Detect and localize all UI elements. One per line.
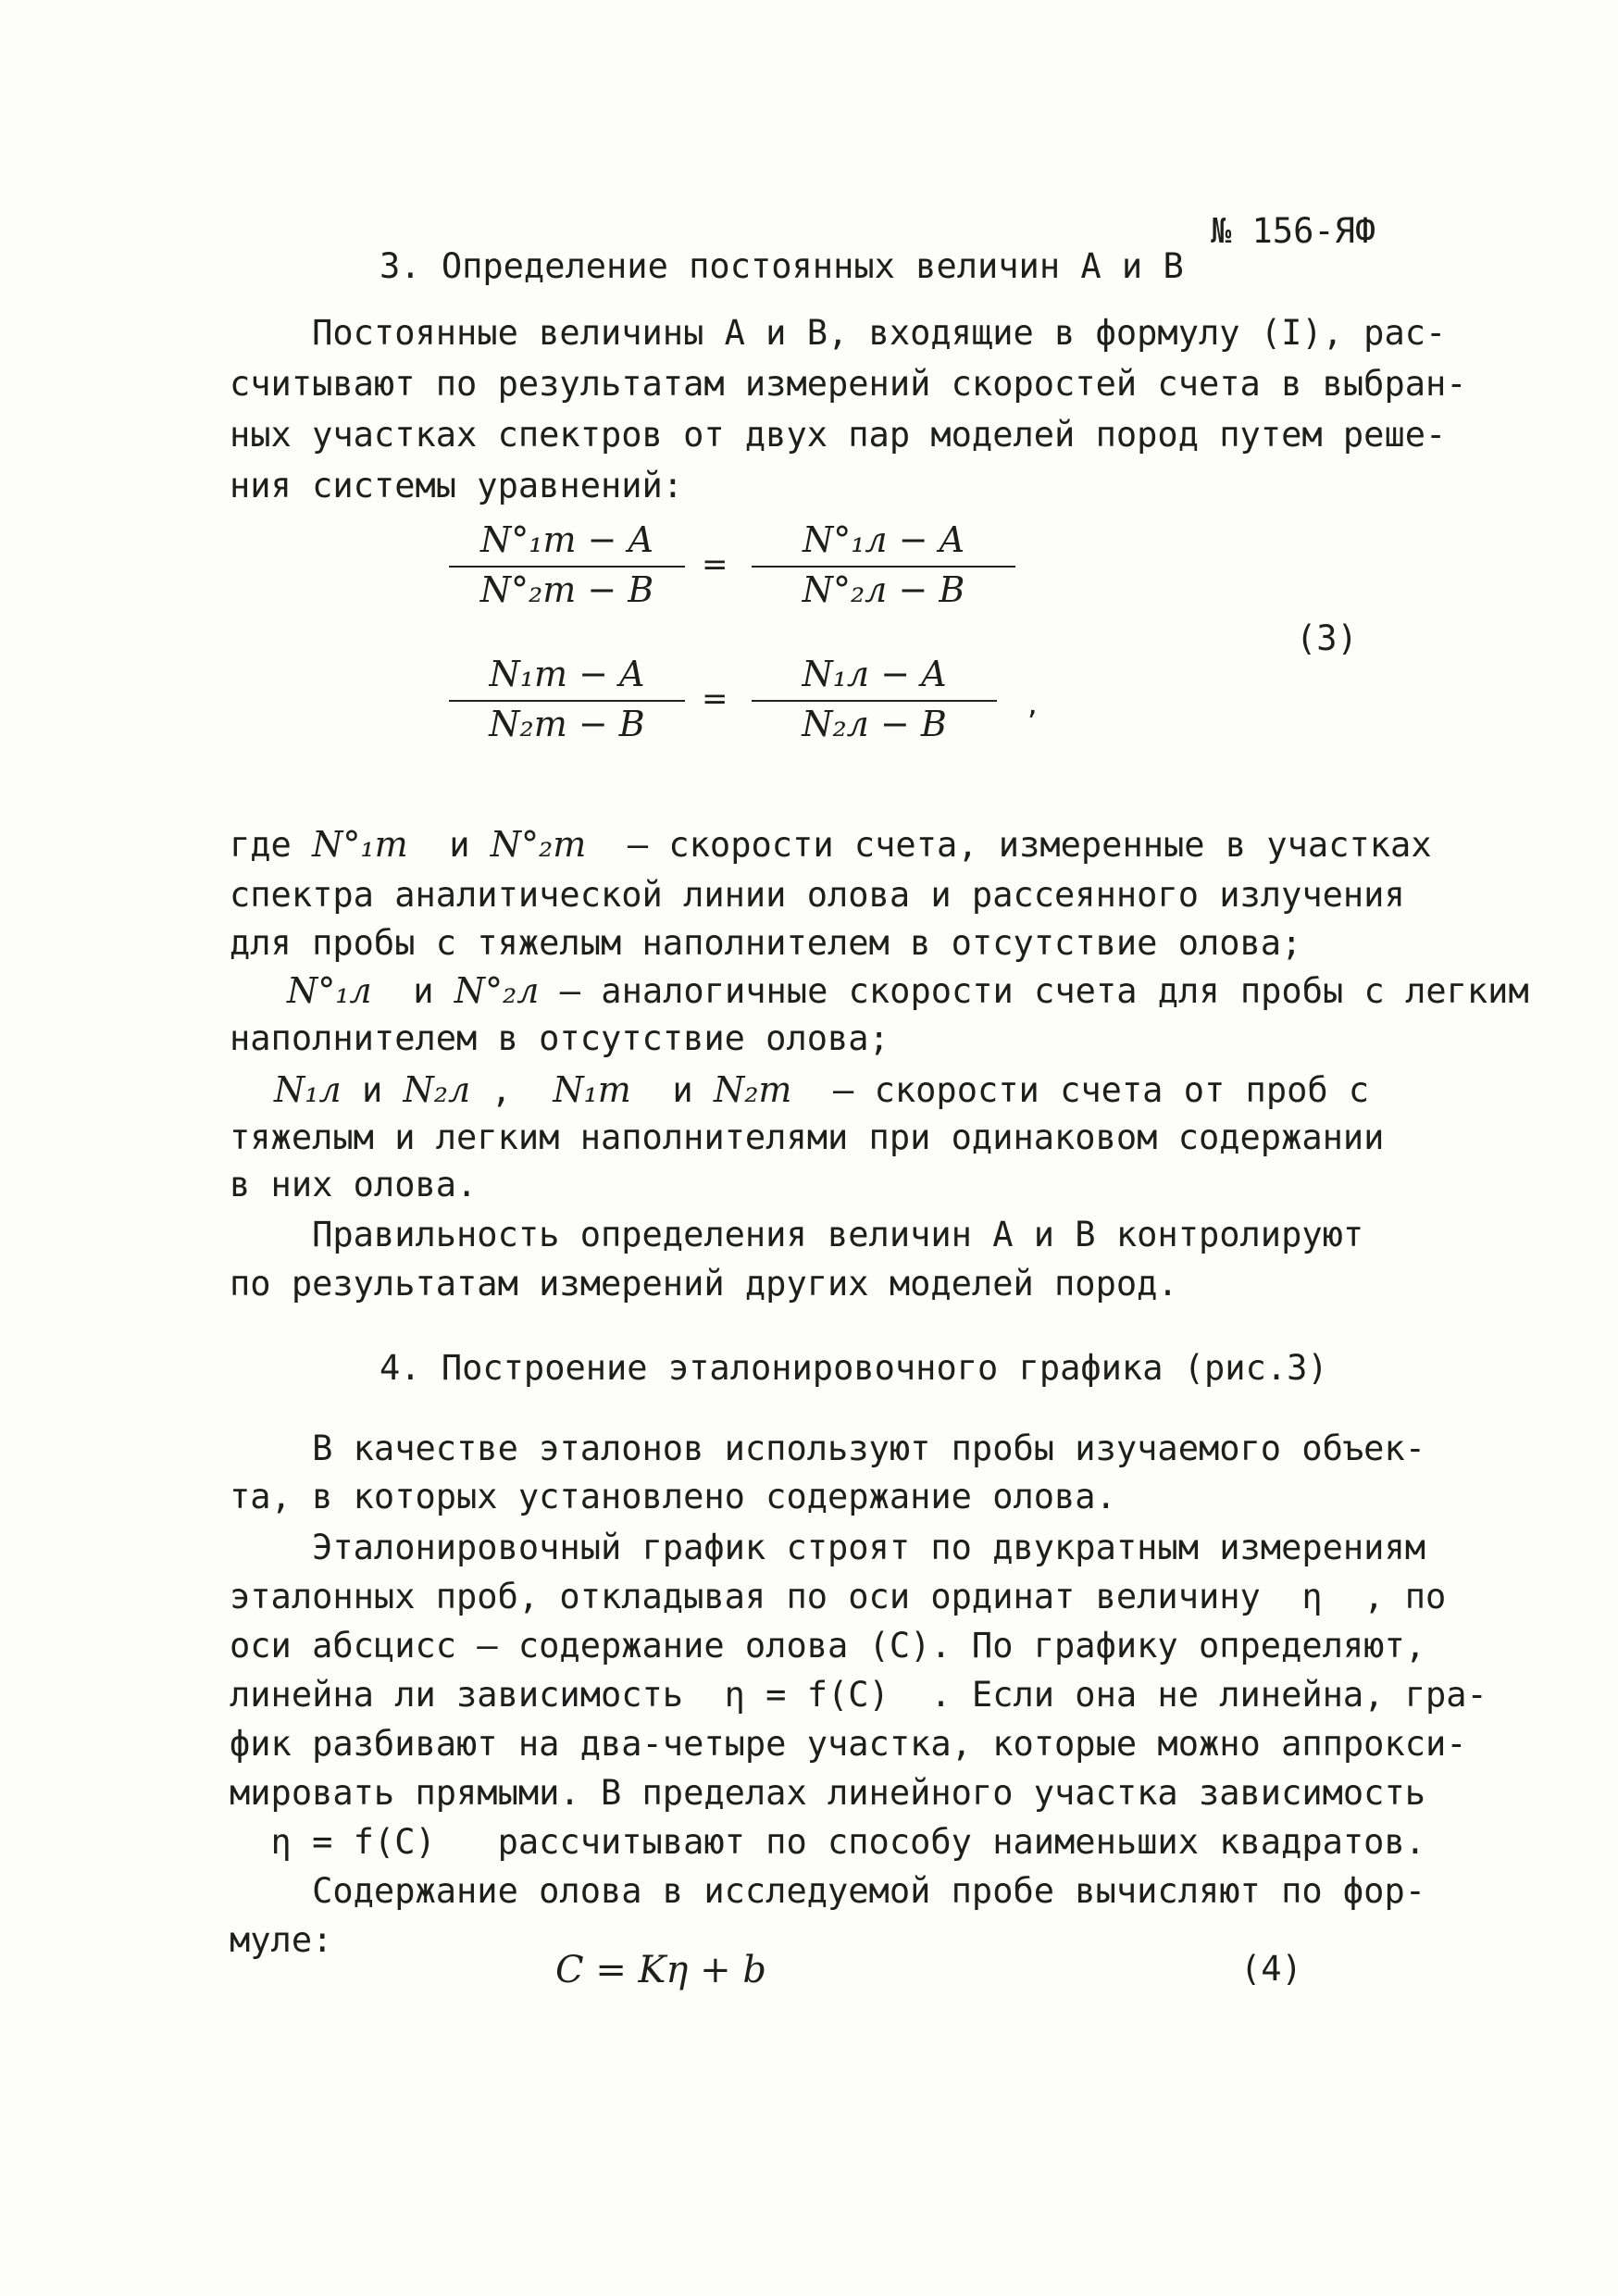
eq1-right-fraction — [752, 514, 1015, 616]
eq2-right-numerator: N₁л − A — [802, 654, 947, 694]
paragraph-line: муле: — [230, 1920, 333, 1960]
paragraph-line: Содержание олова в исследуемой пробе вычисляют по фор- — [230, 1871, 1426, 1911]
paragraph-line: η = f(C) рассчитывают по способу наименьших квадратов. — [230, 1822, 1426, 1862]
section-3-title: 3. Определение постоянных величин А и В — [380, 246, 1184, 286]
paragraph-line: для пробы с тяжелым наполнителем в отсутствие олова; — [230, 923, 1302, 963]
eq2-left-denominator: N₂т − B — [489, 704, 645, 744]
text: и — [341, 1070, 404, 1110]
equation-3-label: (3) — [1296, 618, 1358, 658]
paragraph-line: та, в которых установлено содержание олова. — [230, 1477, 1116, 1516]
eq1-left-numerator: N°₁т − A — [480, 519, 653, 560]
paragraph-line: Правильность определения величин А и В контролируют — [230, 1215, 1364, 1254]
fraction-bar — [449, 566, 685, 568]
equals-sign: = — [702, 546, 728, 583]
fraction-bar — [449, 700, 685, 702]
text: где — [230, 825, 313, 865]
text: и — [630, 1070, 714, 1110]
eq2-right-fraction — [752, 648, 997, 750]
text: – скорости счета, измеренные в участках — [586, 825, 1432, 865]
eq1-right-numerator: N°₁л − A — [802, 519, 965, 560]
section-4-title: 4. Построение эталонировочного графика (рис.3) — [380, 1348, 1328, 1388]
eq1-right-denominator: N°₂л − B — [802, 569, 965, 610]
symbol-n1t0: N°₁т — [312, 824, 408, 865]
paragraph-line: линейна ли зависимость η = f(C) . Если она не линейна, гра- — [230, 1675, 1487, 1715]
equals-sign: = — [702, 680, 728, 718]
paragraph-line: Эталонировочный график строят по двукратным измерениям — [230, 1528, 1426, 1567]
comma: , — [1027, 685, 1038, 722]
text: и — [407, 825, 491, 865]
paragraph-line: в них олова. — [230, 1165, 478, 1204]
document-number: № 156-ЯФ — [1211, 211, 1376, 251]
paragraph-line: ных участках спектров от двух пар моделей пород путем реше- — [230, 415, 1447, 455]
definition-line-3 — [274, 1069, 1369, 1110]
paragraph-line: спектра аналитической линии олова и рассеянного излучения — [230, 875, 1405, 915]
paragraph-line: мировать прямыми. В пределах линейного участка зависимость — [230, 1773, 1426, 1813]
eq2-right-denominator: N₂л − B — [802, 704, 947, 744]
paragraph-line: наполнителем в отсутствие олова; — [230, 1018, 890, 1058]
paragraph-line: ния системы уравнений: — [230, 466, 684, 505]
definition-line-2 — [287, 970, 1529, 1011]
paragraph-line: считывают по результатам измерений скоростей счета в выбран- — [230, 364, 1467, 404]
text: – аналогичные скорости счета для пробы с легким — [539, 971, 1529, 1011]
paragraph-line: Постоянные величины А и В, входящие в формулу (I), рас- — [230, 313, 1447, 353]
symbol-n2l: N₂л — [403, 1069, 471, 1110]
eq1-left-fraction — [449, 514, 685, 616]
text: – скорости счета от проб с — [791, 1070, 1370, 1110]
symbol-n2t: N₂т — [713, 1069, 792, 1110]
fraction-bar — [752, 700, 997, 702]
text: и — [371, 971, 454, 1011]
equation-4: C = Kη + b — [555, 1949, 766, 1991]
paragraph-line: эталонных проб, откладывая по оси ординат величину η , по — [230, 1577, 1447, 1616]
definition-line-1 — [230, 824, 1432, 865]
eq2-left-numerator: N₁т − A — [489, 654, 645, 694]
fraction-bar — [752, 566, 1015, 568]
paragraph-line: тяжелым и легким наполнителями при одинаковом содержании — [230, 1117, 1385, 1157]
paragraph-line: фик разбивают на два-четыре участка, которые можно аппрокси- — [230, 1724, 1467, 1764]
symbol-n1t: N₁т — [553, 1069, 631, 1110]
eq2-left-fraction — [449, 648, 685, 750]
text: , — [470, 1070, 554, 1110]
paragraph-line: по результатам измерений других моделей пород. — [230, 1264, 1178, 1304]
paragraph-line: оси абсцисс – содержание олова (С). По графику определяют, — [230, 1626, 1426, 1666]
equation-4-label: (4) — [1240, 1949, 1302, 1989]
symbol-n2t0: N°₂т — [490, 824, 587, 865]
symbol-n2l0: N°₂л — [454, 970, 540, 1011]
paragraph-line: В качестве эталонов используют пробы изучаемого объек- — [230, 1429, 1426, 1468]
eq1-left-denominator: N°₂т − B — [479, 569, 654, 610]
symbol-n1l0: N°₁л — [287, 970, 372, 1011]
symbol-n1l: N₁л — [274, 1069, 342, 1110]
